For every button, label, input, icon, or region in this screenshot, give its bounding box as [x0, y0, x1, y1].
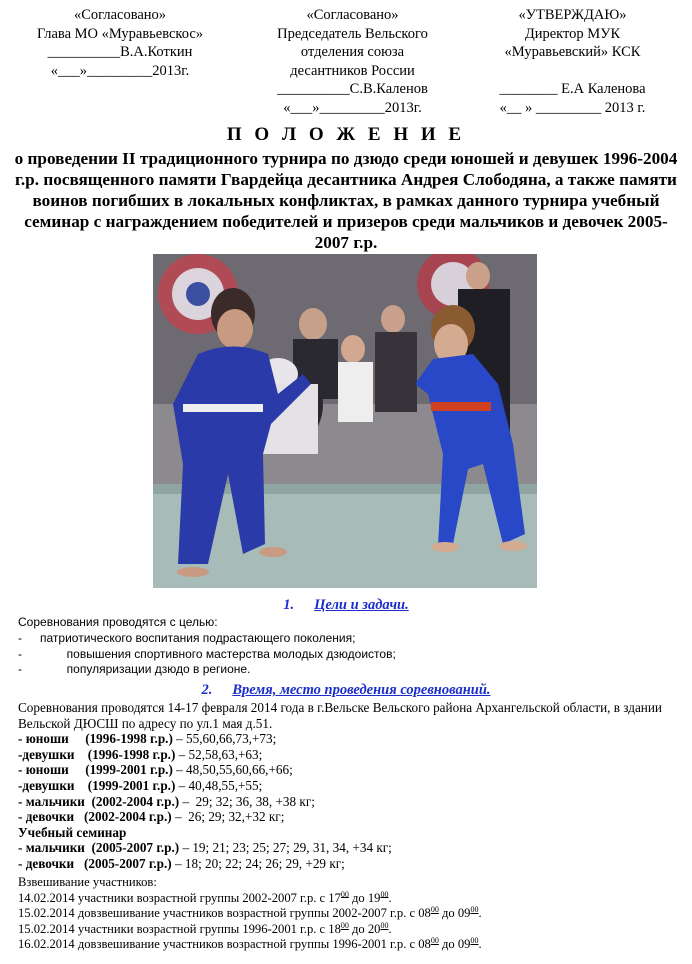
section-1-heading [0, 597, 692, 614]
list-item-text: популяризации дзюдо в регионе. [40, 662, 251, 677]
list-item-text: патриотического воспитания подрастающего поколения; [40, 630, 356, 645]
page-subtitle: о проведении II традиционного турнира по дзюдо среди юношей и девушек 1996-2004 г.р. посвященного памяти Гвардейца десантника Андрея Слободяна, а также памяти воинов погибших в локальных конфликтах, в рамках данного турнира учебный семинар с награждением победителей и призеров среди мальчиков и девочек 2005-2007 г.р. [14, 149, 678, 252]
approval-line: «__ » _________ 2013 г. [499, 99, 646, 116]
weighing-line: 14.02.2014 участники возрастной группы 2002-2007 г.р. с $17^{00}$ до $19^{00}$. [18, 889, 392, 905]
section-text: Соревнования проводятся 14-17 февраля 2014 года в г.Вельске Вельского района Архангельской области, в здании Вельской ДЮСШ по адресу по ул.1 мая д.51. [18, 700, 662, 731]
approval-line: «Согласовано» [306, 7, 399, 23]
section-intro: Соревнования проводятся с целью: [18, 615, 218, 629]
section-title: Цели и задачи. [314, 597, 409, 613]
approval-line: отделения союза [300, 44, 405, 60]
section-number: 2. [201, 682, 213, 698]
section-2-body [18, 700, 682, 872]
section-number: 1. [283, 597, 295, 613]
weight-row: -девушки (1996-1998 г.р.) – 52,58,63,+63; [18, 746, 263, 762]
approval-block-3 [470, 6, 675, 117]
approval-line: __________С.В.Каленов [277, 81, 428, 97]
seminar-label: Учебный семинар [18, 824, 127, 840]
weight-row: - мальчики (2002-2004 г.р.) – 29; 32; 36, 38, +38 кг; [18, 793, 315, 809]
weight-row: - девочки (2005-2007 г.р.) – 18; 20; 22; 24; 26; 29, +29 кг; [18, 855, 345, 871]
section-title: Время, место проведения соревнований. [232, 682, 491, 698]
weight-row: - юноши (1996-1998 г.р.) – 55,60,66,73,+73; [18, 731, 277, 747]
approval-line: ________ Е.А Каленова [499, 81, 646, 97]
approval-line: __________В.А.Коткин [47, 44, 193, 60]
weighing-line: 15.02.2014 участники возрастной группы 1996-2001 г.р. с $18^{00}$ до $20^{00}$. [18, 920, 392, 936]
weight-row: - девочки (2002-2004 г.р.) – 26; 29; 32,+32 кг; [18, 809, 285, 825]
section-1-body [18, 615, 678, 678]
weighing-line: 16.02.2014 довзвешивание участников возрастной группы 1996-2001 г.р. с $08^{00}$ до $09^{00}$. [18, 936, 482, 952]
approval-line: «Согласовано» [73, 7, 167, 23]
weighing-line: 15.02.2014 довзвешивание участников возрастной группы 2002-2007 г.р. с $08^{00}$ до $09^{00}$. [18, 905, 482, 921]
approval-line: «Муравьевский» КСК [504, 44, 641, 60]
approval-line: Глава МО «Муравьевскос» [36, 25, 204, 42]
weighing-heading: Взвешивание участников: [18, 875, 157, 889]
list-item: - повышения спортивного мастерства молодых дзюдоистов; [18, 646, 396, 661]
approval-line: «УТВЕРЖДАЮ» [518, 7, 627, 23]
weight-row: - юноши (1999-2001 г.р.) – 48,50,55,60,66,+66; [18, 762, 293, 778]
approval-line: «___»_________2013г. [283, 99, 422, 116]
page-title: П О Л О Ж Е Н И Е [226, 124, 466, 145]
approval-line: «___»_________2013г. [50, 62, 190, 79]
approval-line: десантников России [290, 62, 415, 79]
judo-photo [153, 254, 537, 588]
approval-block-2 [245, 6, 460, 117]
approval-line: Председатель Вельского [277, 25, 428, 42]
list-item: - патриотического воспитания подрастающего поколения; [18, 630, 356, 645]
list-item-text: повышения спортивного мастерства молодых дзюдоистов; [40, 646, 396, 661]
list-item: - популяризации дзюдо в регионе. [18, 662, 251, 677]
approval-line: Директор МУК [524, 25, 621, 42]
weight-row: -девушки (1999-2001 г.р.) – 40,48,55,+55; [18, 777, 263, 793]
approval-block-1 [20, 6, 220, 80]
weight-row: - мальчики (2005-2007 г.р.) – 19; 21; 23; 25; 27; 29, 31, 34, +34 кг; [18, 840, 392, 856]
approval-line [470, 62, 675, 81]
section-2-heading [0, 682, 692, 699]
weighing-block [18, 875, 682, 953]
